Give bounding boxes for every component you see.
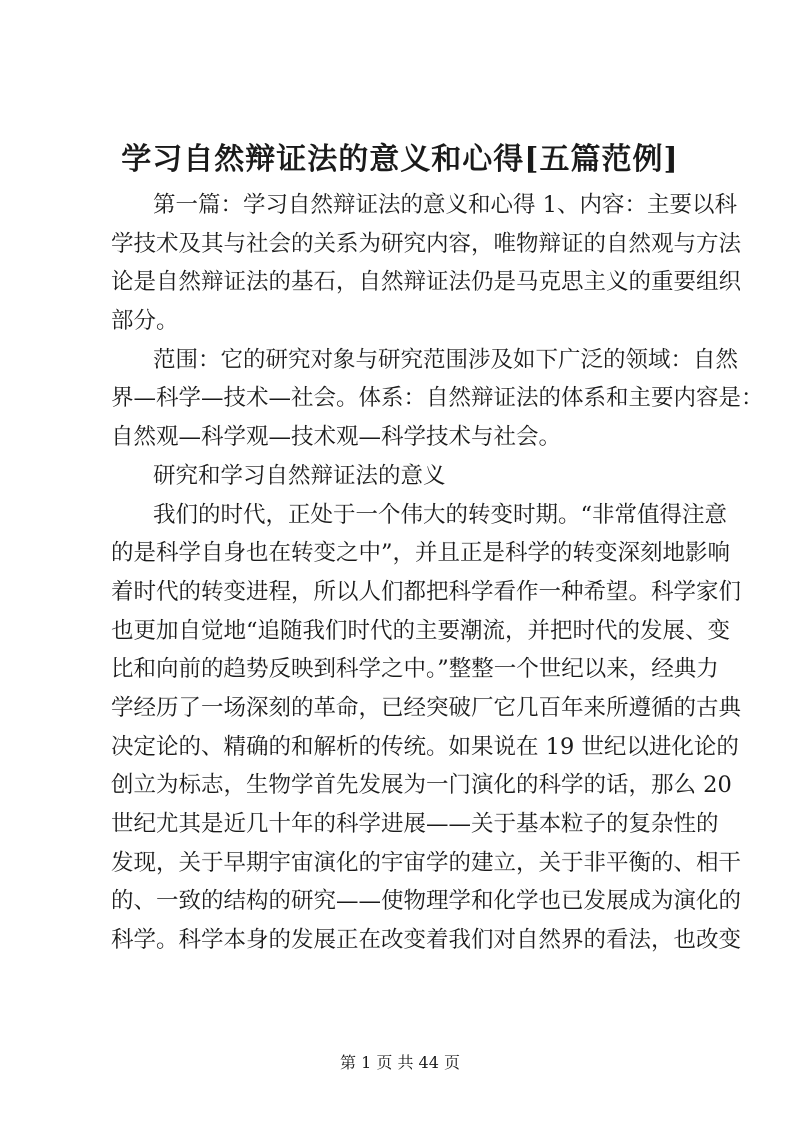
body-line: 的是科学自身也在转变之中”，并且正是科学的转变深刻地影响 [111, 540, 731, 567]
body-line: 论是自然辩证法的基石，自然辩证法仍是马克思主义的重要组织 [111, 269, 742, 296]
body-line: 第一篇：学习自然辩证法的意义和心得 1、内容：主要以科 [153, 192, 737, 218]
page-footer: 第 1 页 共 44 页 [340, 1053, 460, 1072]
body-line: 界—科学—技术—社会。体系：自然辩证法的体系和主要内容是： [111, 385, 764, 412]
body-line: 科学。科学本身的发展正在改变着我们对自然界的看法，也改变 [111, 927, 742, 954]
body-line: 比和向前的趋势反映到科学之中。”整整一个世纪以来，经典力 [111, 656, 719, 683]
body-line: 发现，关于早期宇宙演化的宇宙学的建立，关于非平衡的、相干 [111, 849, 742, 876]
body-line: 我们的时代，正处于一个伟大的转变时期。“非常值得注意 [153, 501, 728, 528]
body-line: 学技术及其与社会的关系为研究内容，唯物辩证的自然观与方法 [111, 230, 742, 257]
body-line: 范围：它的研究对象与研究范围涉及如下广泛的领域：自然 [153, 346, 739, 373]
body-line: 创立为标志，生物学首先发展为一门演化的科学的话，那么 20 [111, 772, 732, 799]
body-line: 研究和学习自然辩证法的意义 [153, 462, 446, 489]
body-line: 决定论的、精确的和解析的传统。如果说在 19 世纪以进化论的 [111, 733, 739, 760]
document-body [111, 186, 764, 960]
document-title: 学习自然辩证法的意义和心得[五篇范例] [121, 142, 679, 177]
body-line: 也更加自觉地“追随我们时代的主要潮流，并把时代的发展、变 [111, 617, 731, 644]
body-line: 学经历了一场深刻的革命，已经突破厂它几百年来所遵循的古典 [111, 694, 742, 721]
body-line: 自然观—科学观—技术观—科学技术与社会。 [111, 424, 562, 451]
body-line: 的、一致的结构的研究——使物理学和化学也已发展成为演化的 [111, 888, 742, 915]
body-line: 世纪尤其是近几十年的科学进展——关于基本粒子的复杂性的 [111, 811, 719, 837]
body-line: 部分。 [111, 308, 179, 335]
body-line: 着时代的转变进程，所以人们都把科学看作一种希望。科学家们 [111, 578, 742, 605]
